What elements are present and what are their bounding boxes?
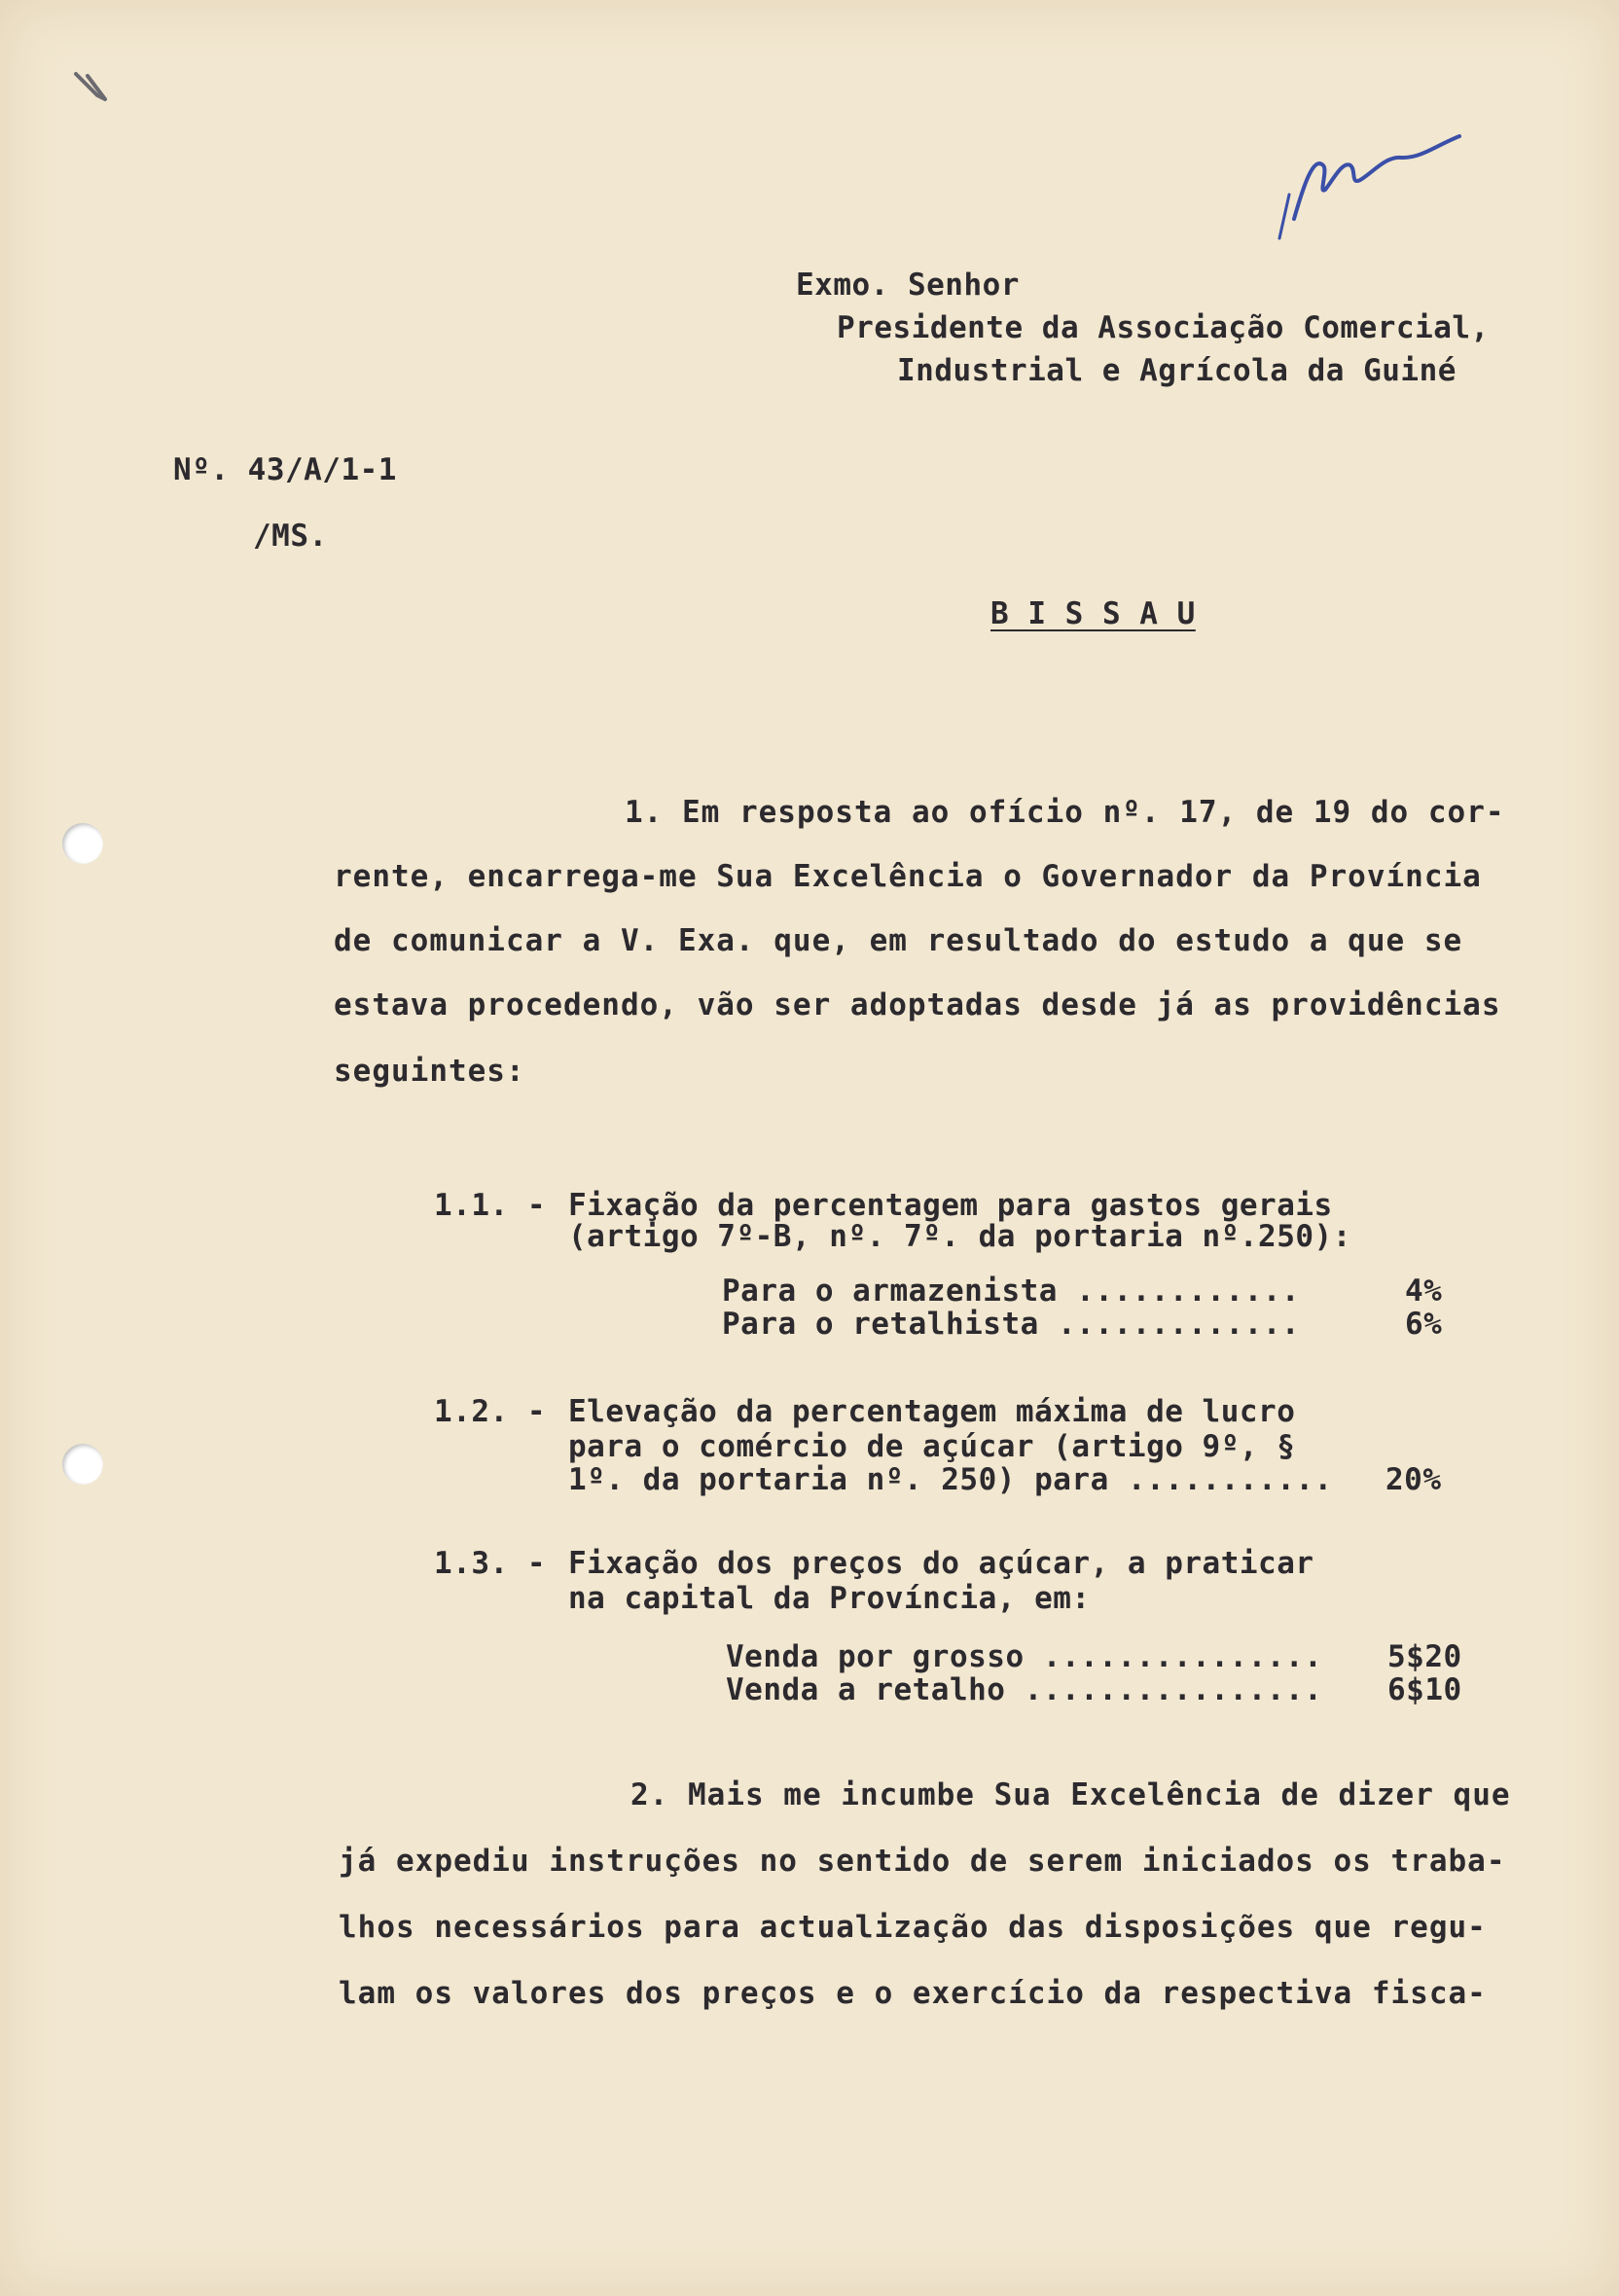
item-1-1-row-value: 4% xyxy=(1405,1274,1443,1309)
paragraph-1-line: de comunicar a V. Exa. que, em resultado do estudo a que se xyxy=(334,923,1463,958)
paragraph-2-line: 2. Mais me incumbe Sua Excelência de dizer que xyxy=(630,1777,1511,1812)
item-1-3-row-label: Venda a retalho ................ xyxy=(726,1672,1323,1707)
item-1-3-row-value: 6$10 xyxy=(1387,1672,1462,1707)
punch-hole-top xyxy=(62,823,103,864)
item-1-3-text: na capital da Província, em: xyxy=(568,1581,1091,1616)
item-1-1-row-label: Para o retalhista ............. xyxy=(722,1307,1301,1342)
punch-hole-bottom xyxy=(62,1444,103,1485)
item-1-1-row-value: 6% xyxy=(1405,1307,1443,1342)
item-1-3-row-label: Venda por grosso ............... xyxy=(726,1639,1323,1674)
item-1-3-number: 1.3. - xyxy=(434,1546,546,1581)
addressee-line-1: Exmo. Senhor xyxy=(796,268,1020,303)
paragraph-1-line: rente, encarrega-me Sua Excelência o Governador da Província xyxy=(334,859,1482,894)
addressee-line-2: Presidente da Associação Comercial, xyxy=(837,310,1490,345)
item-1-1-text: (artigo 7º-B, nº. 7º. da portaria nº.250): xyxy=(568,1219,1351,1254)
paragraph-1-line: seguintes: xyxy=(334,1054,525,1089)
item-1-2-text: 1º. da portaria nº. 250) para ........... xyxy=(568,1462,1333,1497)
reference-number: Nº. 43/A/1-1 xyxy=(173,452,397,487)
item-1-1-row-label: Para o armazenista ............ xyxy=(722,1274,1301,1309)
item-1-1-number: 1.1. - xyxy=(434,1188,546,1223)
addressee-line-3: Industrial e Agrícola da Guiné xyxy=(897,353,1457,388)
item-1-2-text: Elevação da percentagem máxima de lucro xyxy=(568,1394,1296,1429)
reference-initials: /MS. xyxy=(253,519,328,554)
handwritten-initials-icon xyxy=(1275,126,1469,243)
paragraph-1-line: 1. Em resposta ao ofício nº. 17, de 19 do cor- xyxy=(625,795,1505,830)
paragraph-2-line: lam os valores dos preços e o exercício da respectiva fisca- xyxy=(339,1976,1487,2011)
item-1-2-text: para o comércio de açúcar (artigo 9º, § xyxy=(568,1429,1296,1464)
city-heading: B I S S A U xyxy=(990,596,1196,631)
item-1-1-text: Fixação da percentagem para gastos gerais xyxy=(568,1188,1333,1223)
paragraph-2-line: já expediu instruções no sentido de serem iniciados os traba- xyxy=(339,1844,1506,1879)
staple-mark-icon xyxy=(68,66,117,125)
item-1-3-text: Fixação dos preços do açúcar, a praticar xyxy=(568,1546,1314,1581)
item-1-2-number: 1.2. - xyxy=(434,1394,546,1429)
item-1-3-row-value: 5$20 xyxy=(1387,1639,1462,1674)
paragraph-1-line: estava procedendo, vão ser adoptadas desde já as providências xyxy=(334,987,1501,1022)
paragraph-2-line: lhos necessários para actualização das disposições que regu- xyxy=(339,1910,1487,1945)
item-1-2-value: 20% xyxy=(1385,1462,1442,1497)
